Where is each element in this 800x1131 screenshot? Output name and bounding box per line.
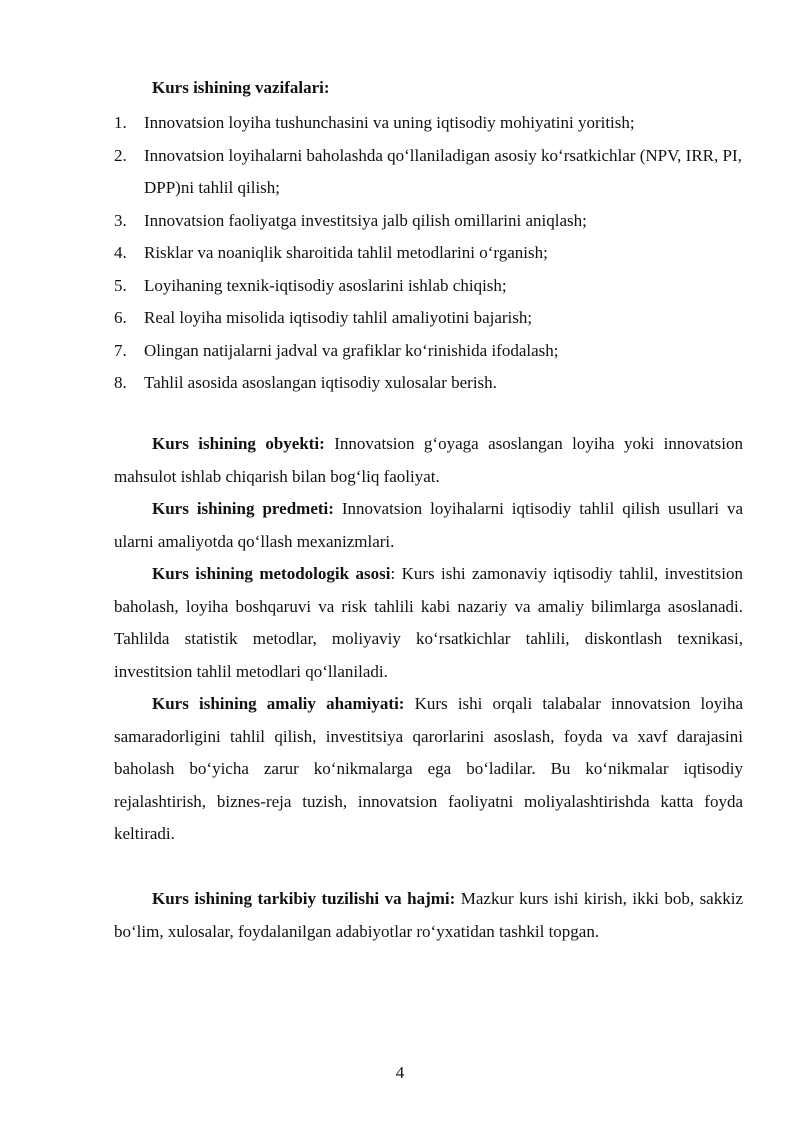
practical-label: Kurs ishining amaliy ahamiyati: <box>152 694 405 713</box>
list-item-text: Olingan natijalarni jadval va grafiklar ko‘rinishida ifodalash; <box>144 340 559 360</box>
subject-label: Kurs ishining predmeti: <box>152 499 334 518</box>
list-item <box>114 140 754 205</box>
list-item-text: Innovatsion loyihalarni baholashda qo‘llaniladigan asosiy ko‘rsatkichlar (NPV, IRR, PI, DPP)ni tahlil qilish; <box>144 145 742 197</box>
object-paragraph <box>114 428 743 493</box>
structure-text: Mazkur kurs ishi kirish, ikki bob, sakkiz bo‘lim, xulosalar, foydalanilgan adabiyotlar ro‘yxatidan tashkil topgan. <box>114 889 743 941</box>
list-item <box>114 107 754 140</box>
list-item-text: Innovatsion loyiha tushunchasini va uning iqtisodiy mohiyatini yoritish; <box>144 113 635 132</box>
list-item-number: 7. <box>114 340 127 360</box>
list-item-text: Tahlil asosida asoslangan iqtisodiy xulosalar berish. <box>144 373 497 392</box>
methodology-label: Kurs ishining metodologik asosi <box>152 564 391 583</box>
list-item <box>114 205 754 238</box>
list-item-number: 4. <box>114 243 127 262</box>
structure-paragraph <box>114 883 743 948</box>
list-item <box>114 237 754 270</box>
list-item <box>114 270 754 303</box>
subject-paragraph <box>114 493 743 558</box>
tasks-list <box>114 107 754 400</box>
subject-text: Innovatsion loyihalarni iqtisodiy tahlil qilish usullari va ularni amaliyotda qo‘llash mexanizmlari. <box>114 499 743 551</box>
object-label: Kurs ishining obyekti: <box>152 434 325 453</box>
list-item-number: 3. <box>114 210 127 230</box>
list-item-text: Risklar va noaniqlik sharoitida tahlil metodlarini o‘rganish; <box>144 243 548 262</box>
list-item-number: 6. <box>114 308 127 327</box>
practical-text: Kurs ishi orqali talabalar innovatsion loyiha samaradorligini tahlil qilish, investitsiya qarorlarini asoslash, foyda va xavf darajasini baholash bo‘yicha zarur ko‘nikmalarga ega bo‘ladilar. Bu ko‘nikmalar iqtisodiy rejalashtirish, biznes-reja tuzish, innovatsion faoliyatni moliyalashtirishda katta foyda keltiradi. <box>114 694 743 843</box>
methodology-paragraph <box>114 558 743 688</box>
list-item-number: 2. <box>114 145 127 165</box>
list-item-text: Real loyiha misolida iqtisodiy tahlil amaliyotini bajarish; <box>144 308 533 327</box>
page-number: 4 <box>395 1063 405 1082</box>
list-item <box>114 302 754 335</box>
list-item-number: 1. <box>114 113 127 132</box>
tasks-heading: Kurs ishining vazifalari: <box>152 78 330 97</box>
methodology-text: : Kurs ishi zamonaviy iqtisodiy tahlil, investitsion baholash, loyiha boshqaruvi va risk tahlili kabi nazariy va amaliy bilimlarga asoslanadi. Tahlilda statistik metodlar, moliyaviy ko‘rsatkichlar tahlili, diskontlash texnikasi, investitsion tahlil metodlari qo‘llaniladi. <box>114 564 743 681</box>
practical-paragraph <box>114 688 743 851</box>
list-item-number: 5. <box>114 275 127 295</box>
list-item <box>114 335 754 368</box>
list-item-number: 8. <box>114 373 127 392</box>
list-item-text: Loyihaning texnik-iqtisodiy asoslarini ishlab chiqish; <box>144 275 507 295</box>
structure-label: Kurs ishining tarkibiy tuzilishi va hajmi: <box>152 889 456 908</box>
list-item <box>114 367 754 400</box>
list-item-text: Innovatsion faoliyatga investitsiya jalb qilish omillarini aniqlash; <box>144 210 587 230</box>
object-text: Innovatsion g‘oyaga asoslangan loyiha yoki innovatsion mahsulot ishlab chiqarish bilan bog‘liq faoliyat. <box>114 434 743 486</box>
